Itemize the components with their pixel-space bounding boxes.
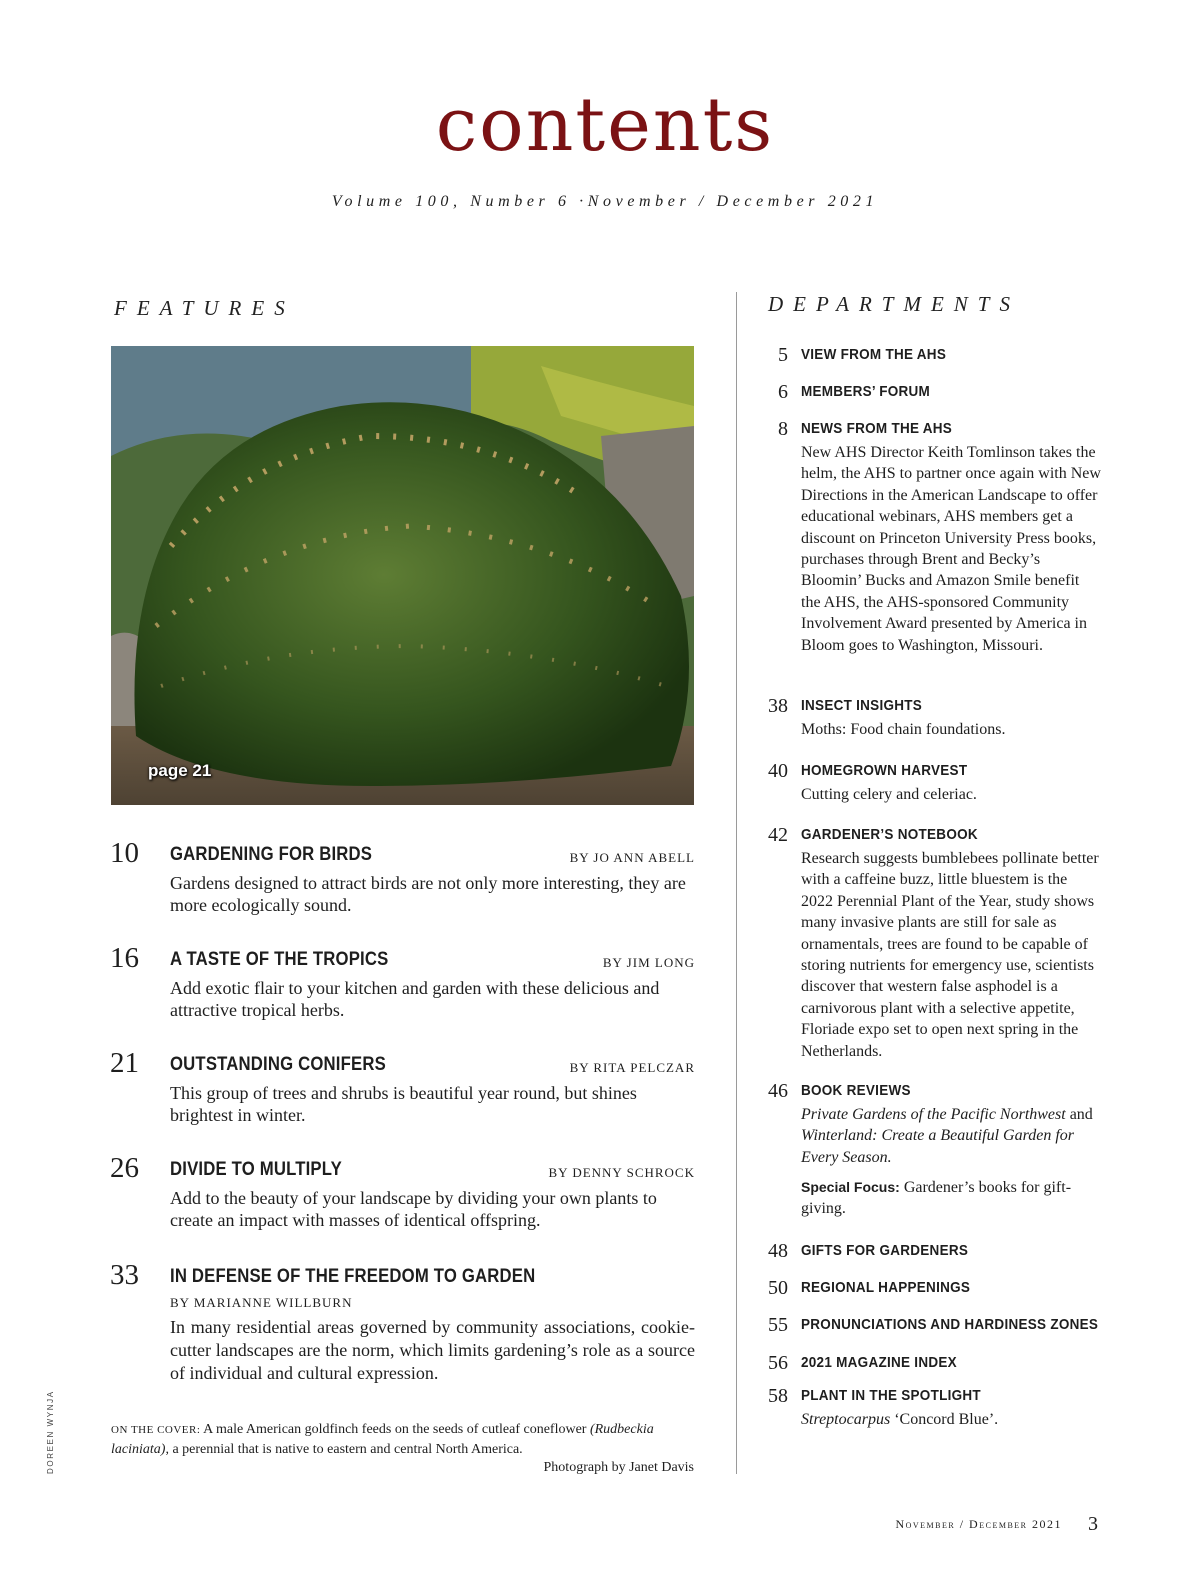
department-title: GIFTS FOR GARDENERS bbox=[801, 1242, 969, 1259]
department-title: BOOK REVIEWS bbox=[801, 1082, 911, 1099]
department-page-number: 5 bbox=[778, 344, 788, 366]
feature-item[interactable] bbox=[110, 838, 695, 928]
department-page-number: 8 bbox=[778, 418, 788, 440]
department-page-number: 55 bbox=[768, 1314, 788, 1336]
cover-photo-credit: Photograph by Janet Davis bbox=[543, 1460, 694, 1475]
feature-title: A TASTE OF THE TROPICS bbox=[170, 949, 389, 970]
special-focus bbox=[801, 1177, 1101, 1220]
feature-item[interactable] bbox=[110, 1048, 695, 1138]
department-item[interactable] bbox=[760, 382, 1100, 406]
department-page-number: 38 bbox=[768, 695, 788, 717]
department-item[interactable] bbox=[760, 419, 1100, 679]
cover-text-end: , a perennial that is native to eastern and central North America. bbox=[165, 1442, 523, 1457]
department-item[interactable] bbox=[760, 1241, 1100, 1265]
issue-line: Volume 100, Number 6 ·November / December 2021 bbox=[331, 193, 879, 210]
department-page-number: 46 bbox=[768, 1080, 788, 1102]
department-description: New AHS Director Keith Tomlinson takes the helm, the AHS to partner once again with New Directions in the American Landscape to offer educational webinars, AHS members get a discount on Princeton University Press books, purchases through Brent and Becky’s Bloomin’ Bucks and Amazon Smile benefit the AHS, the AHS-sponsored Community Involvement Award presented by America in Bloom goes to Washington, Missouri. bbox=[801, 444, 1101, 654]
department-item[interactable] bbox=[760, 1386, 1100, 1432]
cover-label: ON THE COVER: bbox=[111, 1424, 201, 1436]
feature-title: OUTSTANDING CONIFERS bbox=[170, 1054, 386, 1075]
department-page-number: 6 bbox=[778, 381, 788, 403]
department-page-number: 56 bbox=[768, 1352, 788, 1374]
department-title: PRONUNCIATIONS AND HARDINESS ZONES bbox=[801, 1316, 1099, 1333]
feature-photo-conifer bbox=[111, 346, 694, 805]
department-item[interactable] bbox=[760, 1278, 1100, 1302]
department-page-number: 58 bbox=[768, 1385, 788, 1407]
department-item[interactable] bbox=[760, 825, 1100, 1065]
department-item[interactable] bbox=[760, 696, 1100, 742]
department-title: NEWS FROM THE AHS bbox=[801, 420, 953, 437]
feature-description: Gardens designed to attract birds are not only more interesting, they are more ecologically sound. bbox=[170, 873, 686, 915]
department-title: REGIONAL HAPPENINGS bbox=[801, 1279, 971, 1296]
feature-title: GARDENING FOR BIRDS bbox=[170, 844, 373, 865]
cover-text: A male American goldfinch feeds on the seeds of cutleaf coneflower bbox=[203, 1422, 587, 1437]
department-page-number: 40 bbox=[768, 760, 788, 782]
feature-byline: BY DENNY SCHROCK bbox=[548, 1165, 695, 1180]
department-description: Cutting celery and celeriac. bbox=[801, 786, 977, 803]
department-page-number: 48 bbox=[768, 1240, 788, 1262]
department-description bbox=[801, 1104, 1101, 1168]
feature-page-number: 21 bbox=[110, 1047, 139, 1079]
feature-description: Add exotic flair to your kitchen and garden with these delicious and attractive tropical herbs. bbox=[170, 978, 660, 1020]
special-focus-text: Gardener’s books for gift-giving. bbox=[801, 1179, 1072, 1218]
features-heading: FEATURES bbox=[114, 296, 295, 320]
department-item[interactable] bbox=[760, 1353, 1100, 1377]
department-item[interactable] bbox=[760, 345, 1100, 369]
plant-cultivar: ‘Concord Blue’. bbox=[890, 1411, 999, 1428]
feature-page-number: 26 bbox=[110, 1152, 139, 1184]
book-conjunction: and bbox=[1065, 1106, 1093, 1123]
book-title: Private Gardens of the Pacific Northwest bbox=[801, 1106, 1066, 1123]
column-divider bbox=[736, 292, 737, 1474]
department-page-number: 50 bbox=[768, 1277, 788, 1299]
feature-item[interactable] bbox=[110, 1153, 695, 1243]
feature-page-number: 16 bbox=[110, 942, 139, 974]
feature-byline: BY JO ANN ABELL bbox=[569, 850, 695, 865]
cover-species: (Rudbeckia laciniata) bbox=[111, 1422, 654, 1457]
feature-item[interactable] bbox=[110, 943, 695, 1033]
department-title: 2021 MAGAZINE INDEX bbox=[801, 1354, 957, 1371]
feature-page-number: 10 bbox=[110, 837, 139, 869]
footer-issue-text: November / December 2021 bbox=[895, 1517, 1062, 1531]
feature-byline: BY JIM LONG bbox=[602, 955, 695, 970]
department-description bbox=[801, 1409, 1101, 1430]
feature-byline: BY RITA PELCZAR bbox=[569, 1060, 695, 1075]
departments-heading: DEPARTMENTS bbox=[768, 292, 1020, 316]
feature-description: Add to the beauty of your landscape by dividing your own plants to create an impact with masses of identical offspring. bbox=[170, 1188, 657, 1230]
department-title: INSECT INSIGHTS bbox=[801, 697, 923, 714]
side-photo-credit: DOREEN WYNJA bbox=[46, 1390, 55, 1474]
footer-issue bbox=[895, 1517, 1062, 1532]
plant-genus: Streptocarpus bbox=[801, 1411, 891, 1428]
department-page-number: 42 bbox=[768, 824, 788, 846]
department-description: Moths: Food chain foundations. bbox=[801, 721, 1006, 738]
photo-caption: page 21 bbox=[148, 761, 212, 780]
page-title: contents bbox=[435, 82, 775, 168]
page-number: 3 bbox=[1088, 1513, 1098, 1535]
department-item[interactable] bbox=[760, 761, 1100, 807]
special-focus-label: Special Focus: bbox=[801, 1179, 900, 1195]
cover-note bbox=[111, 1420, 694, 1460]
department-title: VIEW FROM THE AHS bbox=[801, 346, 947, 363]
feature-description: In many residential areas governed by community associations, cookie-cutter landscapes are the norm, which limits gardening’s role as a source of individual and cultural expression. bbox=[170, 1317, 695, 1383]
feature-page-number: 33 bbox=[110, 1259, 139, 1291]
department-title: PLANT IN THE SPOTLIGHT bbox=[801, 1387, 981, 1404]
department-title: MEMBERS’ FORUM bbox=[801, 383, 931, 400]
feature-description: This group of trees and shrubs is beautiful year round, but shines brightest in winter. bbox=[170, 1083, 637, 1125]
department-title: GARDENER’S NOTEBOOK bbox=[801, 826, 978, 843]
department-item[interactable] bbox=[760, 1081, 1100, 1221]
feature-title: IN DEFENSE OF THE FREEDOM TO GARDEN bbox=[170, 1266, 536, 1287]
department-title: HOMEGROWN HARVEST bbox=[801, 762, 968, 779]
department-item[interactable] bbox=[760, 1315, 1100, 1339]
department-description: Research suggests bumblebees pollinate better with a caffeine buzz, little bluestem is the 2022 Perennial Plant of the Year, study shows many invasive plants are still for sale as ornamentals, trees are found to be capable of storing nutrients for emergency use, scientists discover that western false asphodel is a carnivorous plant with a selective appetite, Floriade expo set to open next spring in the Netherlands. bbox=[801, 850, 1099, 1060]
feature-item[interactable] bbox=[110, 1260, 695, 1390]
feature-title: DIVIDE TO MULTIPLY bbox=[170, 1159, 342, 1180]
book-title: Winterland: Create a Beautiful Garden for Every Season. bbox=[801, 1127, 1075, 1166]
feature-byline: BY MARIANNE WILLBURN bbox=[170, 1295, 353, 1310]
